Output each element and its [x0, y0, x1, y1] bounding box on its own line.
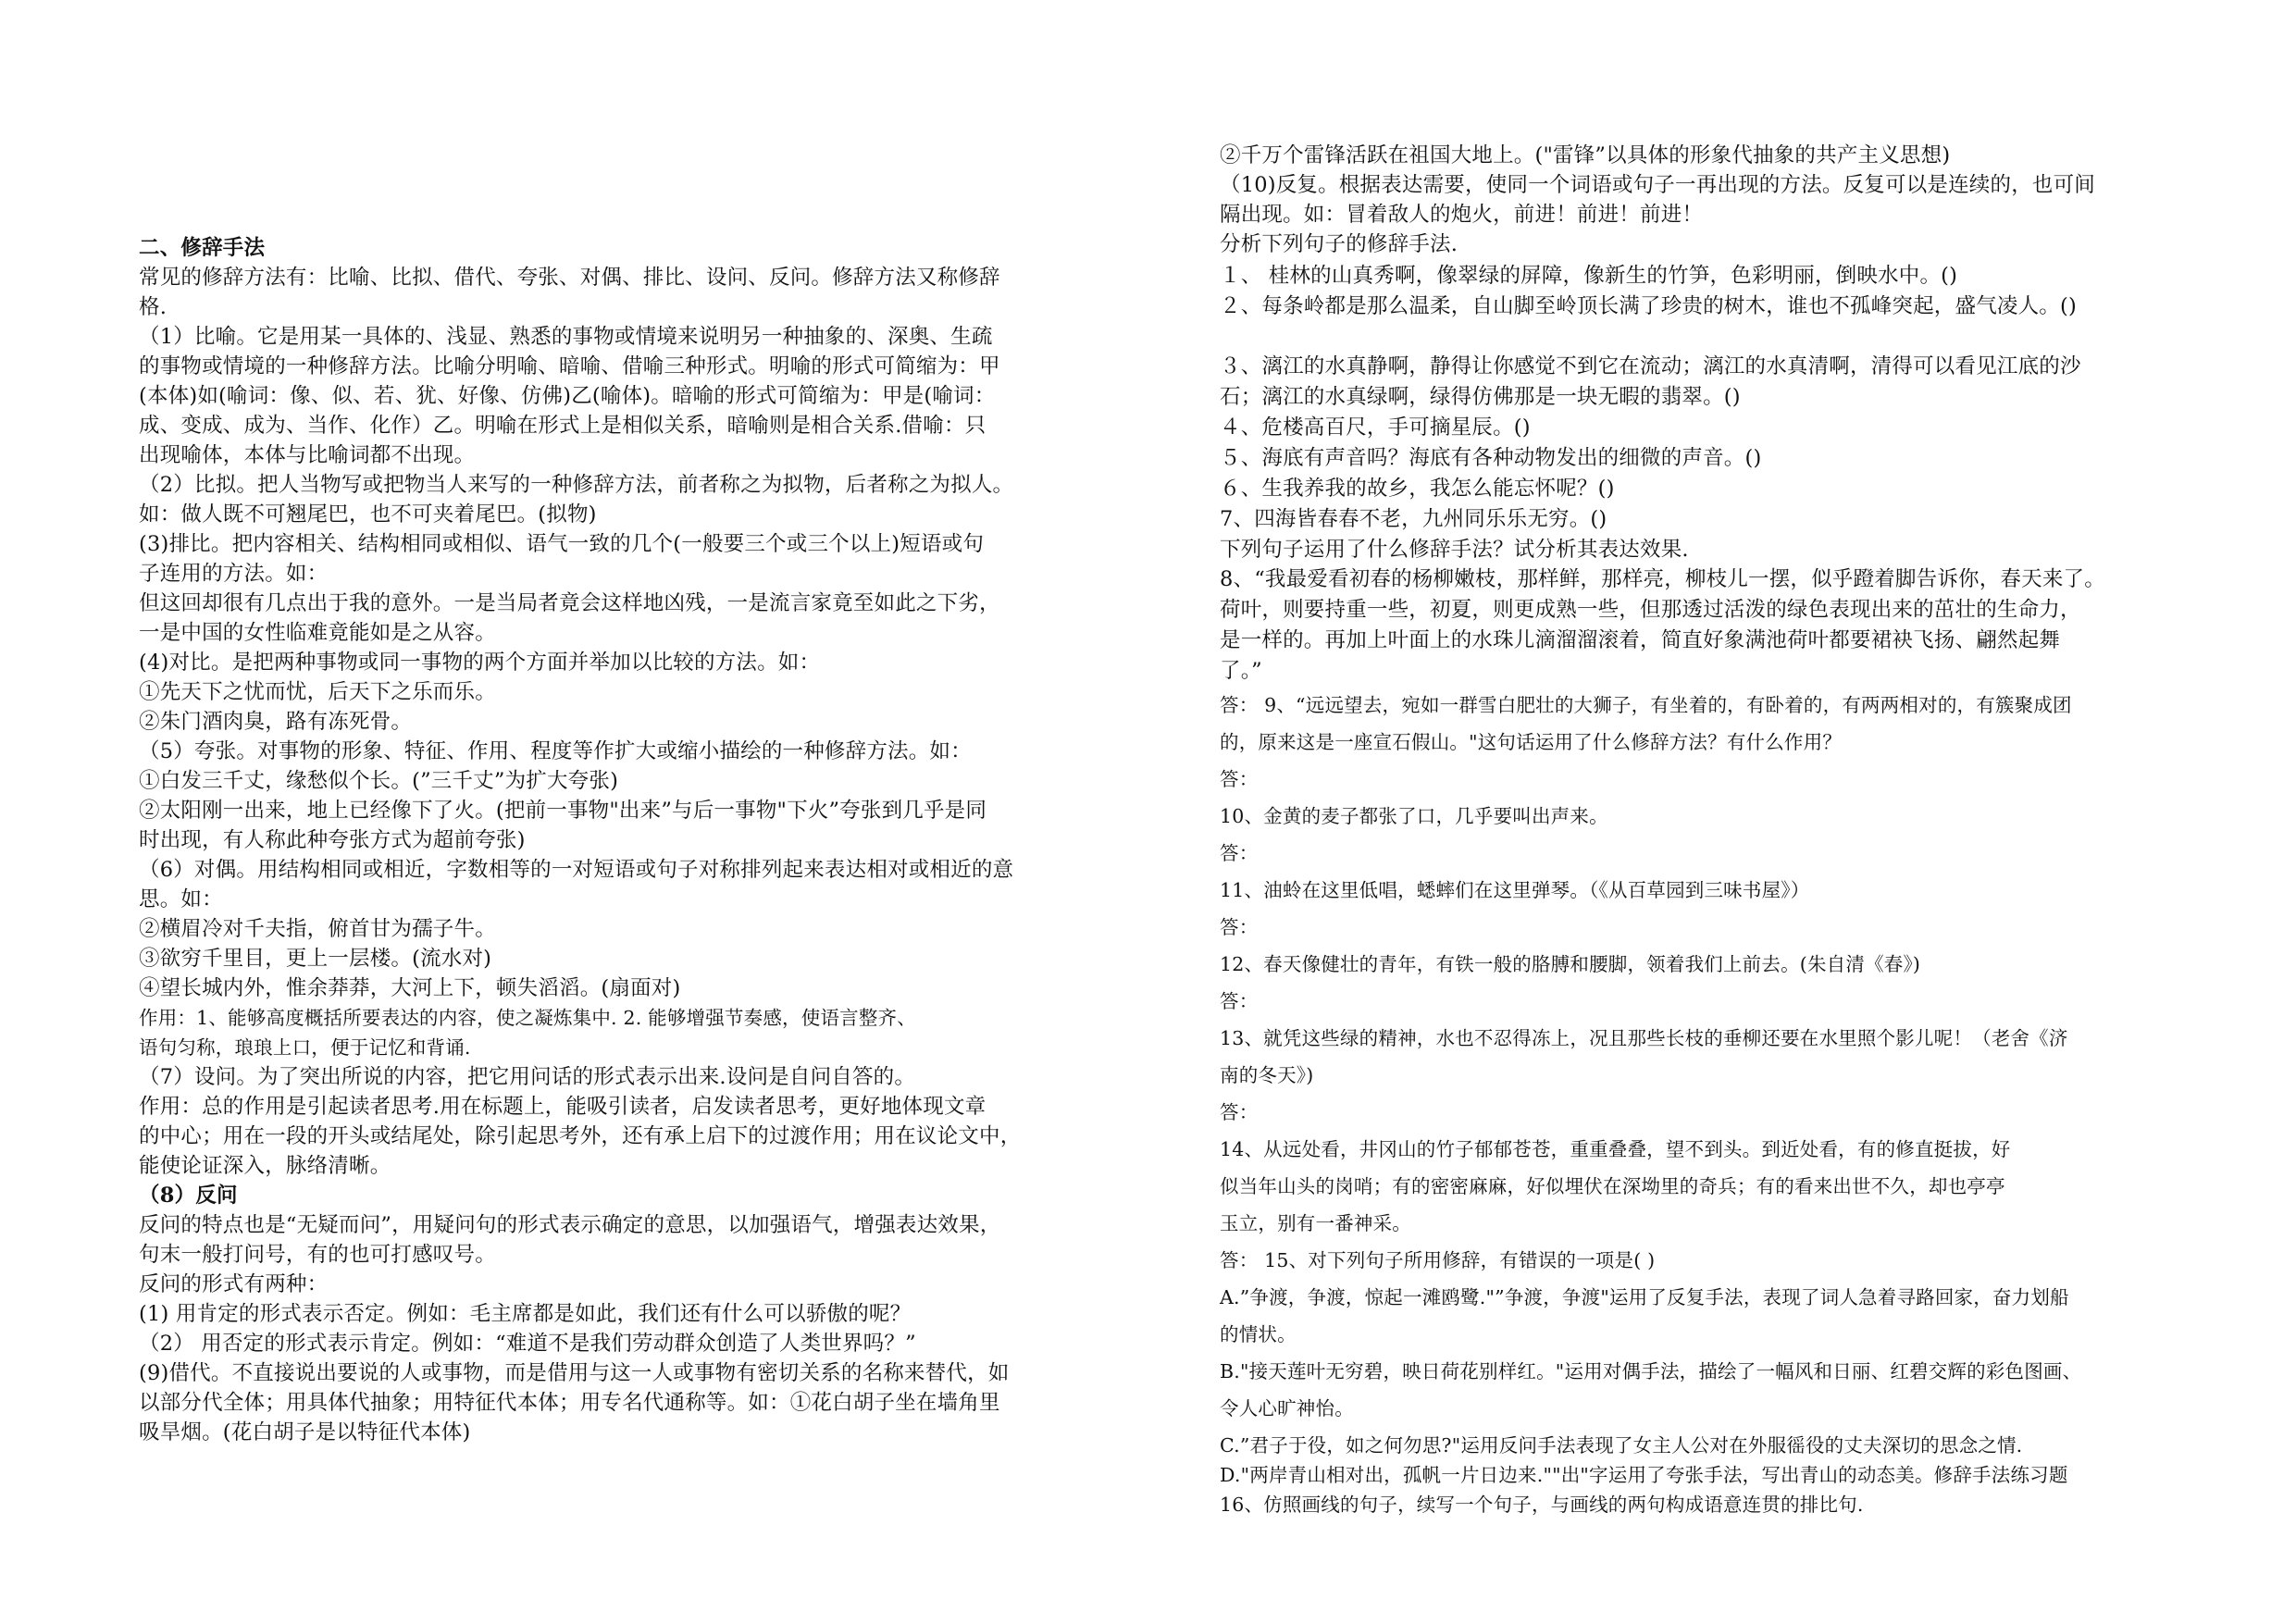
text-line: 思。如：: [139, 887, 223, 911]
text-line: 7、四海皆春春不老，九州同乐乐无穷。(): [1220, 507, 1607, 531]
text-line: 10、金黄的麦子都张了口，几乎要叫出声来。: [1220, 805, 1608, 827]
option-d: D."两岸青山相对出，孤帆一片日边来.""出"字运用了夸张手法，写出青山的动态美。修辞手法练习题: [1220, 1464, 2068, 1486]
option-b: B."接天莲叶无穷碧，映日荷花别样红。"运用对偶手法，描绘了一幅风和日丽、红碧交辉的彩色图画、: [1220, 1360, 2082, 1382]
text-line: 时出现，有人称此种夸张方式为超前夸张): [139, 828, 526, 852]
text-line: ②千万个雷锋活跃在祖国大地上。("雷锋”以具体的形象代抽象的共产主义思想): [1220, 143, 1951, 167]
text-line: 是一样的。再加上叶面上的水珠儿滴溜溜滚着，简直好象满池荷叶都要裙袂飞扬、翩然起舞: [1220, 628, 2061, 652]
text-line: 荷叶，则要持重一些，初夏，则更成熟一些，但那透过活泼的绿色表现出来的茁壮的生命力，: [1220, 598, 2081, 622]
text-line: （6）对偶。用结构相同或相近，字数相等的一对短语或句子对称排列起来表达相对或相近的意: [139, 858, 1014, 882]
text-line: ①白发三千丈，缘愁似个长。(”三千丈”为扩大夸张): [139, 769, 619, 793]
text-line: (本体)如(喻词：像、似、若、犹、好像、仿佛)乙(喻体)。暗喻的形式可简缩为：甲是(喻词：: [139, 384, 996, 408]
text-line: 答： 9、“远远望去，宛如一群雪白肥壮的大狮子，有坐着的，有卧着的，有两两相对的，有簇聚成团: [1220, 694, 2072, 716]
answer-label: 答：: [1220, 842, 1259, 864]
text-line: 反问的特点也是“无疑而问”，用疑问句的形式表示确定的意思，以加强语气，增强表达效果，: [139, 1213, 1001, 1237]
text-line: （8）反问: [139, 1184, 238, 1208]
option-a: A.”争渡，争渡，惊起一滩鸥鹭."”争渡，争渡"运用了反复手法，表现了词人急着寻路回家，奋力划船: [1220, 1286, 2069, 1308]
text-line: 玉立，别有一番神采。: [1220, 1212, 1411, 1234]
text-line: 南的冬天》): [1220, 1064, 1314, 1086]
text-line: 反问的形式有两种：: [139, 1272, 329, 1296]
answer-label: 答：: [1220, 990, 1259, 1012]
text-line: 了。”: [1220, 659, 1262, 683]
text-line: 的情状。: [1220, 1323, 1297, 1345]
answer-label: 答：: [1220, 768, 1259, 790]
text-line: 句末一般打问号，有的也可打感叹号。: [139, 1243, 496, 1267]
text-line: ②横眉冷对千夫指，俯首甘为孺子牛。: [139, 917, 496, 941]
text-line: ③欲穷千里目，更上一层楼。(流水对): [139, 947, 492, 971]
text-line: 一是中国的女性临难竟能如是之从容。: [139, 621, 496, 645]
text-line: 11、油蛉在这里低唱，蟋蟀们在这里弹琴。（《从百草园到三味书屋》）: [1220, 879, 1810, 901]
text-line: （7）设问。为了突出所说的内容，把它用问话的形式表示出来.设问是自问自答的。: [139, 1065, 916, 1089]
option-c: C.”君子于役，如之何勿思?"运用反问手法表现了女主人公对在外服徭役的丈夫深切的思念之情.: [1220, 1434, 2023, 1457]
text-line: 出现喻体，本体与比喻词都不出现。: [139, 443, 476, 467]
answer-label: 答：: [1220, 1101, 1259, 1123]
text-line: 分析下列句子的修辞手法.: [1220, 232, 1458, 256]
text-line: 石；漓江的水真绿啊，绿得仿佛那是一块无暇的翡翠。(): [1220, 385, 1741, 409]
section-heading: 二、修辞手法: [139, 236, 266, 260]
text-line: （2）比拟。把人当物写或把物当人来写的一种修辞方法，前者称之为拟物，后者称之为拟人。: [139, 473, 1014, 497]
text-line: ３、漓江的水真静啊，静得让你感觉不到它在流动；漓江的水真清啊，清得可以看见江底的沙: [1220, 354, 2081, 378]
text-line: 16、仿照画线的句子，续写一个句子，与画线的两句构成语意连贯的排比句.: [1220, 1494, 1864, 1516]
text-line: 成、变成、成为、当作、化作）乙。明喻在形式上是相似关系，暗喻则是相合关系.借喻：只: [139, 414, 987, 438]
text-line: ②朱门酒肉臭，路有冻死骨。: [139, 710, 413, 734]
text-line: 吸旱烟。(花白胡子是以特征代本体): [139, 1420, 471, 1444]
text-line: 作用：总的作用是引起读者思考.用在标题上，能吸引读者，启发读者思考，更好地体现文章: [139, 1095, 987, 1119]
text-line: 作用：1、能够高度概括所要表达的内容，使之凝炼集中. 2. 能够增强节奏感，使语言整齐、: [139, 1007, 916, 1029]
text-line: 以部分代全体；用具体代抽象；用特征代本体；用专名代通称等。如：①花白胡子坐在墙角里: [139, 1391, 1000, 1415]
text-line: (9)借代。不直接说出要说的人或事物，而是借用与这一人或事物有密切关系的名称来替代，如: [139, 1361, 1010, 1385]
text-line: 13、就凭这些绿的精神，水也不忍得冻上，况且那些长枝的垂柳还要在水里照个影儿呢！（老舍《济: [1220, 1027, 2068, 1049]
text-line: （10)反复。根据表达需要，使同一个词语或句子一再出现的方法。反复可以是连续的，也可间: [1220, 173, 2096, 197]
text-line: 的中心；用在一段的开头或结尾处，除引起思考外，还有承上启下的过渡作用；用在议论文中，: [139, 1124, 1022, 1148]
text-line: (3)排比。把内容相关、结构相同或相似、语气一致的几个(一般要三个或三个以上)短语或句: [139, 532, 985, 556]
text-line: 格.: [139, 295, 168, 319]
text-line: 常见的修辞方法有：比喻、比拟、借代、夸张、对偶、排比、设问、反问。修辞方法又称修辞: [139, 266, 1000, 290]
text-line: 如：做人既不可翘尾巴，也不可夹着尾巴。(拟物): [139, 502, 597, 527]
text-line: 语句匀称，琅琅上口，便于记忆和背诵.: [139, 1036, 471, 1059]
text-line: 的，原来这是一座宣石假山。"这句话运用了什么修辞方法？有什么作用？: [1220, 731, 1843, 753]
text-line: （5）夸张。对事物的形象、特征、作用、程度等作扩大或缩小描绘的一种修辞方法。如：: [139, 739, 972, 763]
text-line: 但这回却很有几点出于我的意外。一是当局者竟会这样地凶残，一是流言家竟至如此之下劣，: [139, 591, 1000, 615]
text-line: 12、春天像健壮的青年，有铁一般的胳膊和腰脚，领着我们上前去。(朱自清《春》): [1220, 953, 1921, 975]
text-line: ４、危楼高百尺，手可摘星辰。(): [1220, 415, 1531, 440]
text-line: （2） 用否定的形式表示肯定。例如：“难道不是我们劳动群众创造了人类世界吗？”: [139, 1332, 916, 1356]
text-line: (4)对比。是把两种事物或同一事物的两个方面并举加以比较的方法。如：: [139, 651, 821, 675]
text-line: 令人心旷神怡。: [1220, 1397, 1354, 1419]
text-line: 能使论证深入，脉络清晰。: [139, 1154, 391, 1178]
text-line: 答： 15、对下列句子所用修辞，有错误的一项是( ): [1220, 1249, 1656, 1271]
text-line: ④望长城内外，惟余莽莽，大河上下，顿失滔滔。(扇面对): [139, 976, 681, 1000]
text-line: ５、海底有声音吗？海底有各种动物发出的细微的声音。(): [1220, 446, 1762, 470]
text-line: 的事物或情境的一种修辞方法。比喻分明喻、暗喻、借喻三种形式。明喻的形式可简缩为：甲: [139, 354, 1000, 378]
text-line: 子连用的方法。如：: [139, 562, 329, 586]
text-line: ②太阳刚一出来，地上已经像下了火。(把前一事物"出来”与后一事物"下火”夸张到几乎是同: [139, 799, 987, 823]
text-line: 似当年山头的岗哨；有的密密麻麻，好似埋伏在深坳里的奇兵；有的看来出世不久，却也亭亭: [1220, 1175, 2005, 1197]
text-line: ６、生我养我的故乡，我怎么能忘怀呢？(): [1220, 477, 1615, 501]
text-line: (1) 用肯定的形式表示否定。例如：毛主席都是如此，我们还有什么可以骄傲的呢？: [139, 1302, 912, 1326]
text-line: 8、“我最爱看初春的杨柳嫩枝，那样鲜，那样亮，柳枝儿一摆，似乎蹬着脚告诉你，春天来了。: [1220, 567, 2105, 591]
text-line: ①先天下之忧而忧，后天下之乐而乐。: [139, 680, 496, 704]
text-line: （1）比喻。它是用某一具体的、浅显、熟悉的事物或情境来说明另一种抽象的、深奥、生疏: [139, 325, 993, 349]
text-line: 14、从远处看，井冈山的竹子郁郁苍苍，重重叠叠，望不到头。到近处看，有的修直挺拔，好: [1220, 1138, 2011, 1160]
text-line: 下列句子运用了什么修辞手法？试分析其表达效果.: [1220, 538, 1689, 562]
text-line: ２、每条岭都是那么温柔，自山脚至岭顶长满了珍贵的树木，谁也不孤峰突起，盛气凌人。(): [1220, 294, 2077, 318]
answer-label: 答：: [1220, 916, 1259, 938]
text-line: １、 桂林的山真秀啊，像翠绿的屏障，像新生的竹笋，色彩明丽，倒映水中。(): [1220, 264, 1958, 288]
text-line: 隔出现。如：冒着敌人的炮火，前进！前进！前进！: [1220, 203, 1704, 227]
